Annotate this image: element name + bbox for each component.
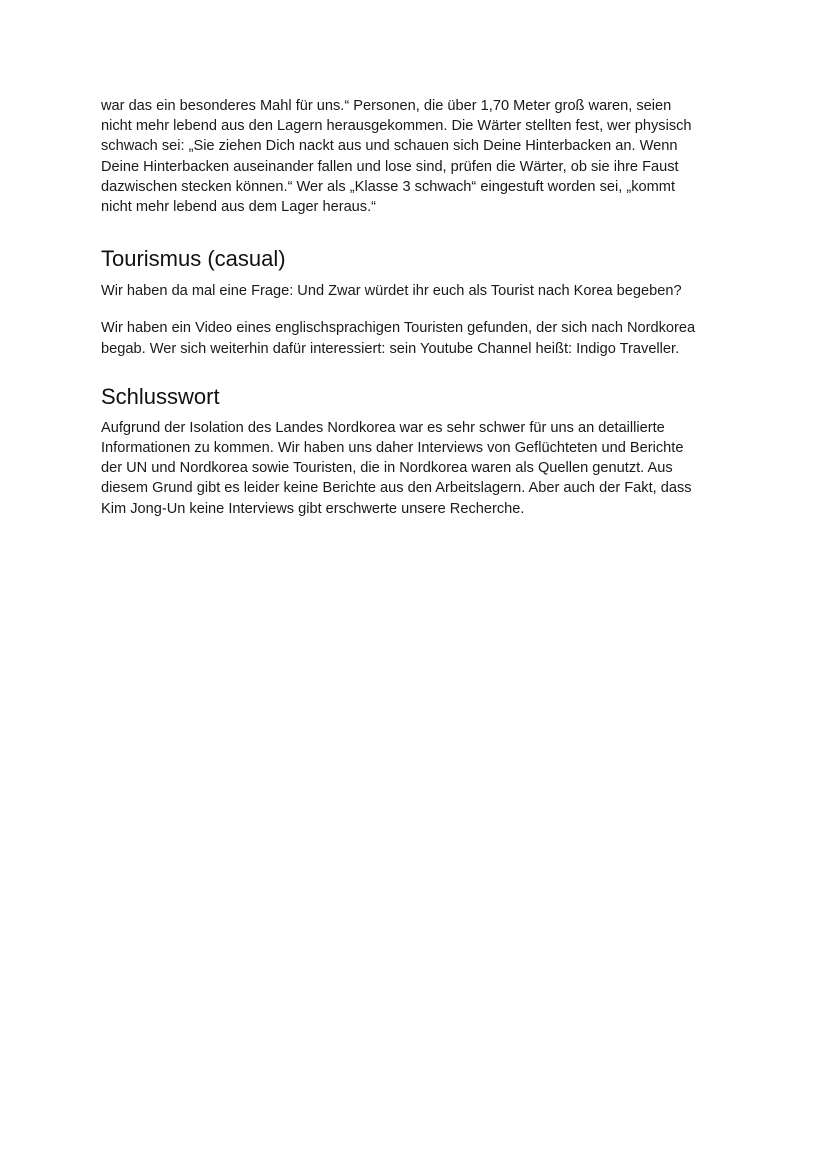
text-line: Wir haben da mal eine Frage: Und Zwar würdet ihr euch als Tourist nach Korea begeben? xyxy=(101,283,682,300)
text-line: begab. Wer sich weiterhin dafür interessiert: sein Youtube Channel heißt: Indigo Traveller. xyxy=(101,340,680,357)
text-line: nicht mehr lebend aus den Lagern herausgekommen. Die Wärter stellten fest, wer physisch xyxy=(101,118,692,135)
text-line: Informationen zu kommen. Wir haben uns daher Interviews von Geflüchteten und Berichte xyxy=(101,440,684,457)
section-heading-tourismus: Tourismus (casual) xyxy=(101,246,286,272)
text-line: nicht mehr lebend aus dem Lager heraus.“ xyxy=(101,199,377,216)
text-line: schwach sei: „Sie ziehen Dich nackt aus und schauen sich Deine Hinterbacken an. Wenn xyxy=(101,138,678,155)
text-line: Aufgrund der Isolation des Landes Nordkorea war es sehr schwer für uns an detaillierte xyxy=(101,419,665,436)
text-line: dazwischen stecken können.“ Wer als „Klasse 3 schwach“ eingestuft worden sei, „kommt xyxy=(101,178,676,195)
text-line: Kim Jong-Un keine Interviews gibt erschwerte unsere Recherche. xyxy=(101,500,525,517)
question-paragraph xyxy=(101,281,741,301)
document-page xyxy=(101,96,741,519)
video-paragraph xyxy=(101,318,741,358)
section-heading-schlusswort: Schlusswort xyxy=(101,383,220,409)
text-line: Wir haben ein Video eines englischsprachigen Touristen gefunden, der sich nach Nordkorea xyxy=(101,320,696,337)
text-line: Deine Hinterbacken auseinander fallen und lose sind, prüfen die Wärter, ob sie ihre Faust xyxy=(101,158,679,175)
text-line: war das ein besonderes Mahl für uns.“ Personen, die über 1,70 Meter groß waren, seien xyxy=(101,98,672,114)
schlusswort-paragraph xyxy=(101,418,741,519)
text-line: der UN und Nordkorea sowie Touristen, die in Nordkorea waren als Quellen genutzt. Aus xyxy=(101,460,673,477)
intro-paragraph xyxy=(101,96,741,217)
text-line: diesem Grund gibt es leider keine Berichte aus den Arbeitslagern. Aber auch der Fakt, dass xyxy=(101,480,692,497)
